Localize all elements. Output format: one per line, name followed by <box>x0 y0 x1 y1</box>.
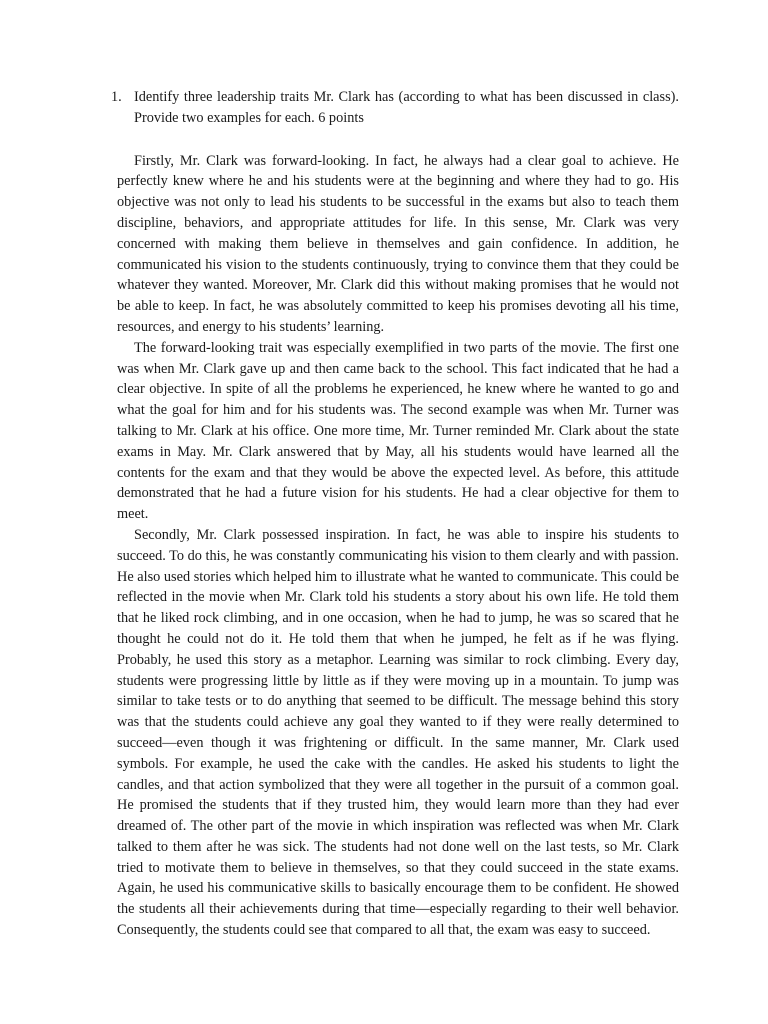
document-page <box>111 87 679 941</box>
paragraph-forward-looking: Firstly, Mr. Clark was forward-looking. In fact, he always had a clear goal to achieve. He perfectly knew where he and his students were at the beginning and where they had to go. His objective was not only to lead his students to be successful in the exams but also to teach them discipline, behaviors, and appropriate attitudes for life. In this sense, Mr. Clark was very concerned with making them believe in themselves and gain confidence. In addition, he communicated his vision to the students continuously, trying to convince them that they could be whatever they wanted. Moreover, Mr. Clark did this without making promises that he would not be able to keep. In fact, he was absolutely committed to keep his promises devoting all his time, resources, and energy to his students’ learning. <box>117 152 679 335</box>
paragraph-forward-looking-examples: The forward-looking trait was especially exemplified in two parts of the movie. The first one was when Mr. Clark gave up and then came back to the school. This fact indicated that he had a clear objective. In spite of all the problems he experienced, he knew where he wanted to go and what the goal for him and for his students was. The second example was when Mr. Turner was talking to Mr. Clark at his office. One more time, Mr. Turner reminded Mr. Clark about the state exams in May. Mr. Clark answered that by May, all his students would have learned all the contents for the exam and that they would be above the expected level. As before, this attitude demonstrated that he had a future vision for his students. He had a clear objective for them to meet. <box>117 339 679 523</box>
question-number: 1. <box>111 89 122 105</box>
question-item <box>111 87 679 129</box>
question-text: Identify three leadership traits Mr. Clark has (according to what has been discussed in class). Provide two examples for each. 6 points <box>134 89 679 126</box>
paragraph-inspiration: Secondly, Mr. Clark possessed inspiration. In fact, he was able to inspire his students to succeed. To do this, he was constantly communicating his vision to them clearly and with passion. He also used stories which helped him to illustrate what he wanted to communicate. This could be reflected in the movie when Mr. Clark told his students a story about his own life. He told them that he liked rock climbing, and in one occasion, when he had to jump, he was so scared that he thought he could not do it. He told them that when he jumped, he felt as if he was flying. Probably, he used this story as a metaphor. Learning was similar to rock climbing. Every day, students were progressing little by little as if they were moving up in a mountain. To jump was similar to take tests or to do anything that seemed to be difficult. The message behind this story was that the students could achieve any goal they wanted to if they were really determined to succeed—even though it was frightening or difficult. In the same manner, Mr. Clark used symbols. For example, he used the cake with the candles. He asked his students to light the candles, and that action symbolized that they were all together in the pursuit of a common goal. He promised the students that if they trusted him, they would learn more than they had ever dreamed of. The other part of the movie in which inspiration was reflected was when Mr. Clark talked to them after he was sick. The students had not done well on the last tests, so Mr. Clark tried to motivate them to believe in themselves, so that they could succeed in the state exams. Again, he used his communicative skills to basically encourage them to be confident. He showed the students all their achievements during that time—especially regarding to their well behavior. Consequently, the students could see that compared to all that, the exam was easy to succeed. <box>117 526 679 939</box>
